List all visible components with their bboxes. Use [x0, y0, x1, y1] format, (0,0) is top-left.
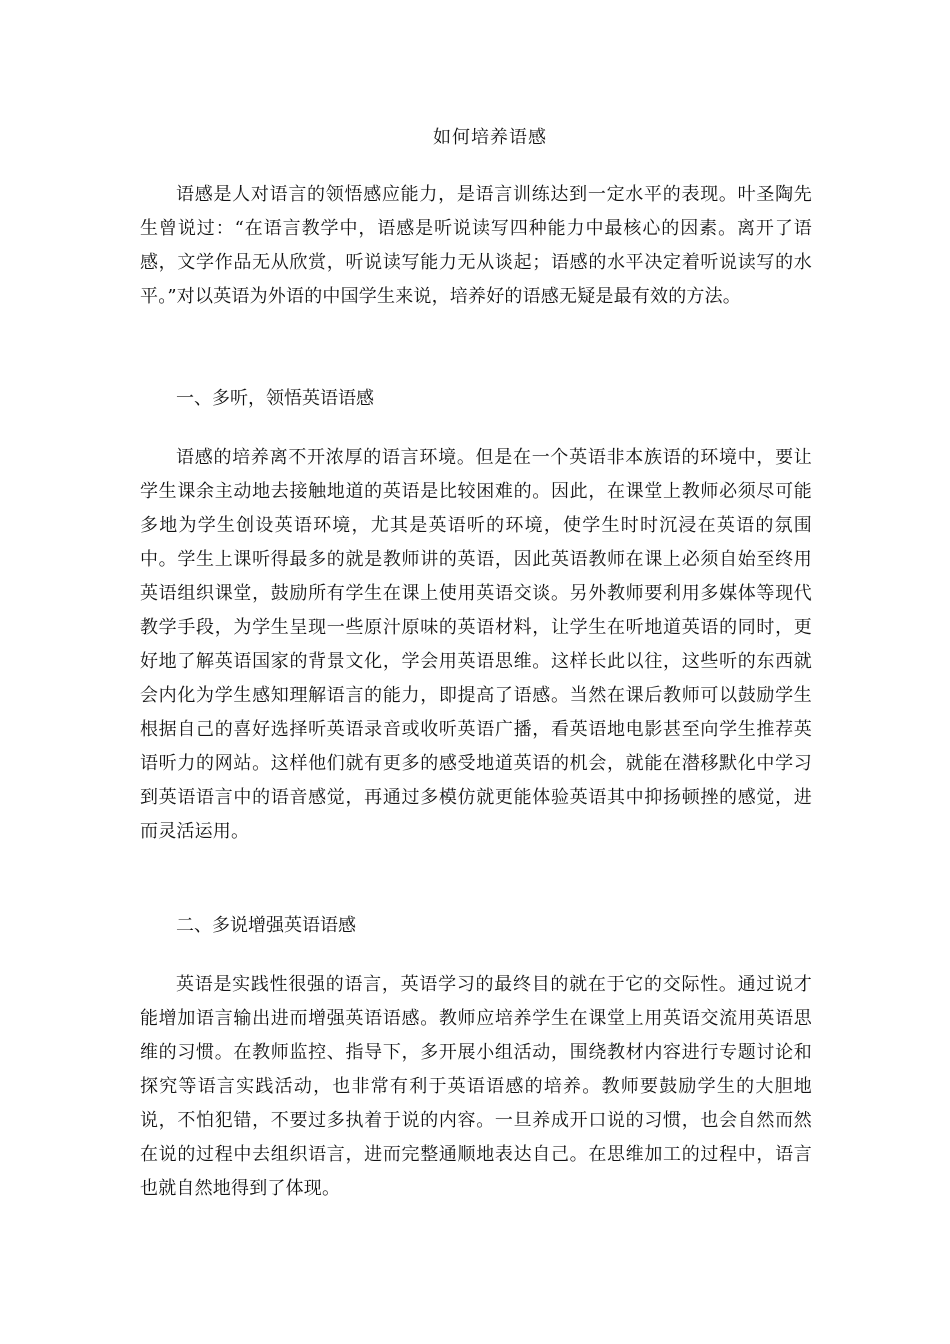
intro-paragraph: 语感是人对语言的领悟感应能力，是语言训练达到一定水平的表现。叶圣陶先生曾说过：“在语言教学中，语感是听说读写四种能力中最核心的因素。离开了语感，文学作品无从欣赏，听说读写能力无从谈起；语感的水平决定着听说读写的水平。”对以英语为外语的中国学生来说，培养好的语感无疑是最有效的方法。	[140, 184, 812, 307]
section-heading-listening: 一、多听，领悟英语语感	[176, 388, 374, 409]
section-heading-speaking: 二、多说增强英语语感	[176, 915, 356, 936]
section-body-speaking: 英语是实践性很强的语言，英语学习的最终目的就在于它的交际性。通过说才能增加语言输出进而增强英语语感。教师应培养学生在课堂上用英语交流用英语思维的习惯。在教师监控、指导下，多开展小组活动，围绕教材内容进行专题讨论和探究等语言实践活动，也非常有利于英语语感的培养。教师要鼓励学生的大胆地说，不怕犯错，不要过多执着于说的内容。一旦养成开口说的习惯，也会自然而然在说的过程中去组织语言，进而完整通顺地表达自己。在思维加工的过程中，语言也就自然地得到了体现。	[140, 974, 812, 1199]
document-title: 如何培养语感	[433, 127, 547, 148]
section-body-listening: 语感的培养离不开浓厚的语言环境。但是在一个英语非本族语的环境中，要让学生课余主动地去接触地道的英语是比较困难的。因此，在课堂上教师必须尽可能多地为学生创设英语环境，尤其是英语听的环境，使学生时时沉浸在英语的氛围中。学生上课听得最多的就是教师讲的英语，因此英语教师在课上必须自始至终用英语组织课堂，鼓励所有学生在课上使用英语交谈。另外教师要利用多媒体等现代教学手段，为学生呈现一些原汁原味的英语材料，让学生在听地道英语的同时，更好地了解英语国家的背景文化，学会用英语思维。这样长此以往，这些听的东西就会内化为学生感知理解语言的能力，即提高了语感。当然在课后教师可以鼓励学生根据自己的喜好选择听英语录音或收听英语广播，看英语地电影甚至向学生推荐英语听力的网站。这样他们就有更多的感受地道英语的机会，就能在潜移默化中学习到英语语言中的语音感觉，再通过多模仿就更能体验英语其中抑扬顿挫的感觉，进而灵活运用。	[140, 447, 812, 842]
